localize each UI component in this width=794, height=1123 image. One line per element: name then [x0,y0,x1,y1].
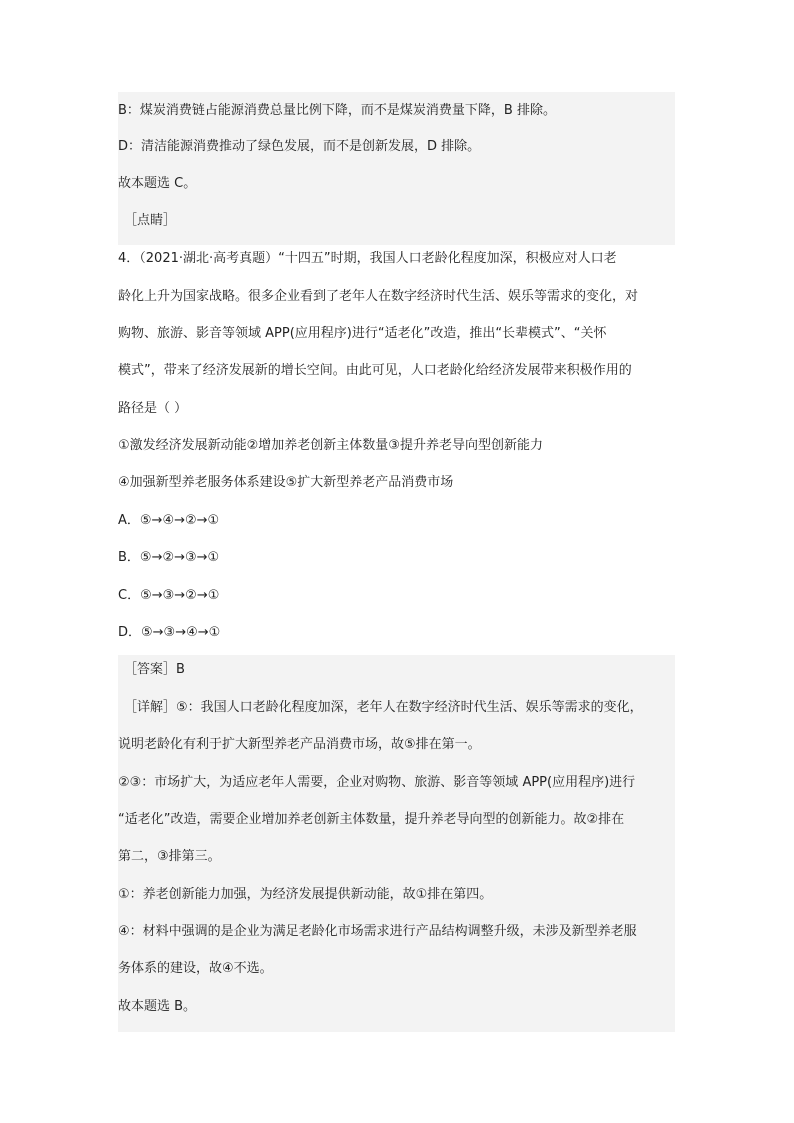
answer-line: ［答案］B [124,662,185,677]
explanation-d-line: D：清洁能源消费推动了绿色发展，而不是创新发展，D 排除。 [118,139,481,154]
answer-conclusion: 故本题选 B。 [118,999,197,1014]
detail-line-6: ①：养老创新能力加强，为经济发展提供新动能，故①排在第四。 [118,887,493,902]
detail-line-7: ④：材料中强调的是企业为满足老龄化市场需求进行产品结构调整升级，未涉及新型养老服 [118,924,637,939]
detail-line-3: ②③：市场扩大，为适应老年人需要，企业对购物、旅游、影音等领域 APP(应用程序)进行 [118,775,636,790]
option-c: C．⑤→③→②→① [118,588,220,603]
explanation-b-line: B：煤炭消费链占能源消费总量比例下降，而不是煤炭消费量下降，B 排除。 [118,103,556,118]
question-items-line-2: ④加强新型养老服务体系建设⑤扩大新型养老产品消费市场 [118,475,454,490]
detail-line-5: 第二，③排第三。 [118,849,221,864]
question-line-4: 模式”，带来了经济发展新的增长空间。由此可见，人口老龄化给经济发展带来积极作用的 [118,363,632,378]
note-label: ［点睛］ [124,213,177,228]
option-a: A．⑤→④→②→① [118,513,220,528]
question-line-2: 龄化上升为国家战略。很多企业看到了老年人在数字经济时代生活、娱乐等需求的变化，对 [118,289,639,304]
detail-line-4: “适老化”改造，需要企业增加养老创新主体数量，提升养老导向型的创新能力。故②排在 [118,812,625,827]
question-line-1: 4．（2021·湖北·高考真题）“十四五”时期，我国人口老龄化程度加深，积极应对人口老 [118,251,617,266]
detail-line-2: 说明老龄化有利于扩大新型养老产品消费市场，故⑤排在第一。 [118,737,481,752]
detail-line-8: 务体系的建设，故④不选。 [118,961,273,976]
question-items-line-1: ①激发经济发展新动能②增加养老创新主体数量③提升养老导向型创新能力 [118,438,543,453]
question-line-5: 路径是（ ） [118,401,188,416]
detail-line-1: ［详解］⑤：我国人口老龄化程度加深，老年人在数字经济时代生活、娱乐等需求的变化， [124,700,643,715]
question-line-3: 购物、旅游、影音等领域 APP(应用程序)进行“适老化”改造，推出“长辈模式”、“关怀 [118,326,607,341]
previous-conclusion: 故本题选 C。 [118,176,197,191]
option-d: D．⑤→③→④→① [118,625,221,640]
option-b: B．⑤→②→③→① [118,550,220,565]
